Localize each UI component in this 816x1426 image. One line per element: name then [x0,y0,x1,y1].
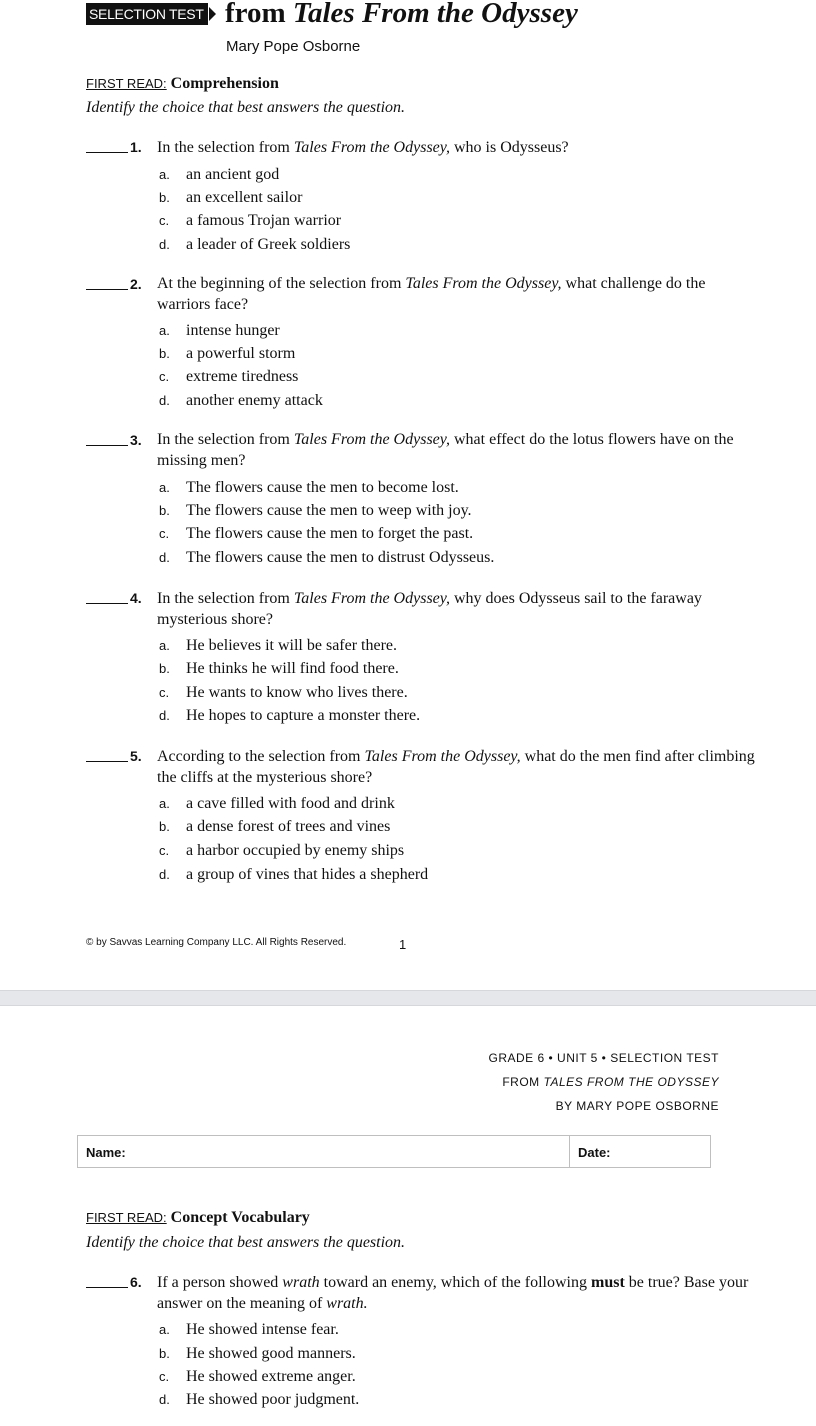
section-label: FIRST READ: [86,76,167,91]
option[interactable] [159,189,302,207]
option-letter: b. [159,819,170,834]
q-text-italic: Tales From the Odyssey, [364,748,521,765]
option-letter: d. [159,550,170,565]
option-text: The flowers cause the men to forget the past. [186,525,474,542]
option-letter: a. [159,167,170,182]
option-letter: b. [159,346,170,361]
option-text: another enemy attack [186,392,323,409]
q6-word1: wrath [282,1274,320,1291]
option-letter: c. [159,369,170,384]
option-text: a powerful storm [186,345,296,362]
option[interactable] [159,236,350,254]
question-number: 4. [130,590,142,606]
option-letter: c. [159,1369,170,1384]
instruction: Identify the choice that best answers the question. [86,99,406,116]
q-text-before: At the beginning of the selection from [157,275,406,292]
page2-header-line1: GRADE 6 • UNIT 5 • SELECTION TEST [488,1051,719,1065]
question-number: 2. [130,276,142,292]
section-title: Comprehension [170,75,279,92]
question-number: 3. [130,432,142,448]
option-text: a famous Trojan warrior [186,212,342,229]
q-text-italic: Tales From the Odyssey, [293,139,450,156]
option[interactable] [159,368,298,386]
question-text [157,429,757,471]
option-text: He showed intense fear. [186,1321,339,1338]
section-title: Concept Vocabulary [170,1209,310,1226]
q-text-before: In the selection from [157,431,294,448]
option-text: He showed poor judgment. [186,1391,360,1408]
option-letter: c. [159,685,170,700]
option[interactable] [159,866,428,884]
title-prefix: from [225,0,293,29]
page-separator [0,990,816,1006]
option[interactable] [159,322,280,340]
answer-blank[interactable] [86,445,128,446]
option[interactable] [159,795,395,813]
section-label: FIRST READ: [86,1210,167,1225]
section-heading-comprehension [86,75,279,93]
answer-blank[interactable] [86,289,128,290]
copyright: © by Savvas Learning Company LLC. All Rights Reserved. [86,937,347,948]
page-number: 1 [399,937,407,952]
q-text-italic: Tales From the Odyssey, [293,590,450,607]
answer-blank[interactable] [86,761,128,762]
q-text-after: what do the men find after climbing the cliffs at the mysterious shore? [157,748,755,786]
page2-header-line2 [502,1075,719,1089]
option-text: He showed good manners. [186,1345,356,1362]
option[interactable] [159,707,420,725]
option-letter: d. [159,867,170,882]
q-text-after: what effect do the lotus flowers have on the missing men? [157,431,734,469]
option-letter: b. [159,503,170,518]
option-text: He believes it will be safer there. [186,637,398,654]
option[interactable] [159,637,397,655]
q-text-italic: Tales From the Odyssey, [405,275,562,292]
option[interactable] [159,1345,356,1363]
option-text: The flowers cause the men to become lost. [186,479,459,496]
option-letter: d. [159,393,170,408]
option-letter: c. [159,213,170,228]
page2-header-line3: BY MARY POPE OSBORNE [555,1099,719,1113]
option[interactable] [159,502,472,520]
option[interactable] [159,212,341,230]
option[interactable] [159,479,459,497]
question-number: 6. [130,1274,142,1290]
option-text: The flowers cause the men to weep with joy. [186,502,472,519]
name-date-box [77,1135,711,1168]
question-text [157,273,757,315]
page-title [225,0,578,30]
option-letter: d. [159,708,170,723]
option[interactable] [159,345,295,363]
option-letter: a. [159,480,170,495]
option-text: a dense forest of trees and vines [186,818,391,835]
q6-word2: wrath. [326,1295,368,1312]
option-letter: b. [159,190,170,205]
option[interactable] [159,1391,359,1409]
answer-blank[interactable] [86,152,128,153]
selection-test-badge: SELECTION TEST [86,3,208,25]
option-text: intense hunger [186,322,280,339]
option-text: He hopes to capture a monster there. [186,707,421,724]
q-text-italic: Tales From the Odyssey, [293,431,450,448]
option-text: a harbor occupied by enemy ships [186,842,405,859]
option-letter: a. [159,796,170,811]
option-letter: b. [159,1346,170,1361]
option-text: He wants to know who lives there. [186,684,408,701]
option-text: He thinks he will find food there. [186,660,399,677]
option[interactable] [159,1321,339,1339]
option-text: extreme tiredness [186,368,299,385]
option[interactable] [159,549,494,567]
q6-part3: be true? Base your answer on the meaning of [157,1274,749,1312]
date-field[interactable]: Date: [578,1145,611,1160]
name-field[interactable]: Name: [86,1145,126,1160]
option-text: an excellent sailor [186,189,303,206]
badge-arrow-icon [209,7,216,21]
option-text: He showed extreme anger. [186,1368,356,1385]
option[interactable] [159,660,399,678]
option[interactable] [159,166,279,184]
box-divider [569,1136,570,1167]
option[interactable] [159,818,390,836]
answer-blank[interactable] [86,603,128,604]
option-text: a leader of Greek soldiers [186,236,351,253]
section-heading-vocabulary [86,1209,310,1227]
q6-part1: If a person showed [157,1274,283,1291]
option[interactable] [159,525,473,543]
q6-part2: toward an enemy, which of the following [319,1274,591,1291]
header-line2-prefix: FROM [502,1075,544,1089]
option-text: an ancient god [186,166,280,183]
answer-blank[interactable] [86,1287,128,1288]
question-number: 1. [130,139,142,155]
option[interactable] [159,842,404,860]
q-text-before: According to the selection from [157,748,365,765]
option-letter: d. [159,237,170,252]
option-letter: c. [159,843,170,858]
question-number: 5. [130,748,142,764]
option[interactable] [159,1368,356,1386]
option-letter: a. [159,1322,170,1337]
option-letter: d. [159,1392,170,1407]
q6-bold: must [590,1274,625,1291]
option-text: The flowers cause the men to distrust Odysseus. [186,549,495,566]
q-text-after: who is Odysseus? [449,139,569,156]
question-text [157,746,757,788]
q-text-after: what challenge do the warriors face? [157,275,706,313]
instruction: Identify the choice that best answers the question. [86,1234,406,1251]
question-text [157,137,757,158]
question-text [157,588,757,630]
q-text-before: In the selection from [157,590,294,607]
header-line2-italic: TALES FROM THE ODYSSEY [543,1075,719,1089]
option[interactable] [159,392,323,410]
author: Mary Pope Osborne [226,38,361,55]
option-letter: a. [159,323,170,338]
option[interactable] [159,684,408,702]
option-text: a group of vines that hides a shepherd [186,866,429,883]
option-letter: a. [159,638,170,653]
q-text-after: why does Odysseus sail to the faraway mysterious shore? [157,590,702,628]
option-letter: c. [159,526,170,541]
option-text: a cave filled with food and drink [186,795,395,812]
option-letter: b. [159,661,170,676]
question-text [157,1272,757,1314]
title-italic: Tales From the Odyssey [292,0,578,29]
q-text-before: In the selection from [157,139,294,156]
